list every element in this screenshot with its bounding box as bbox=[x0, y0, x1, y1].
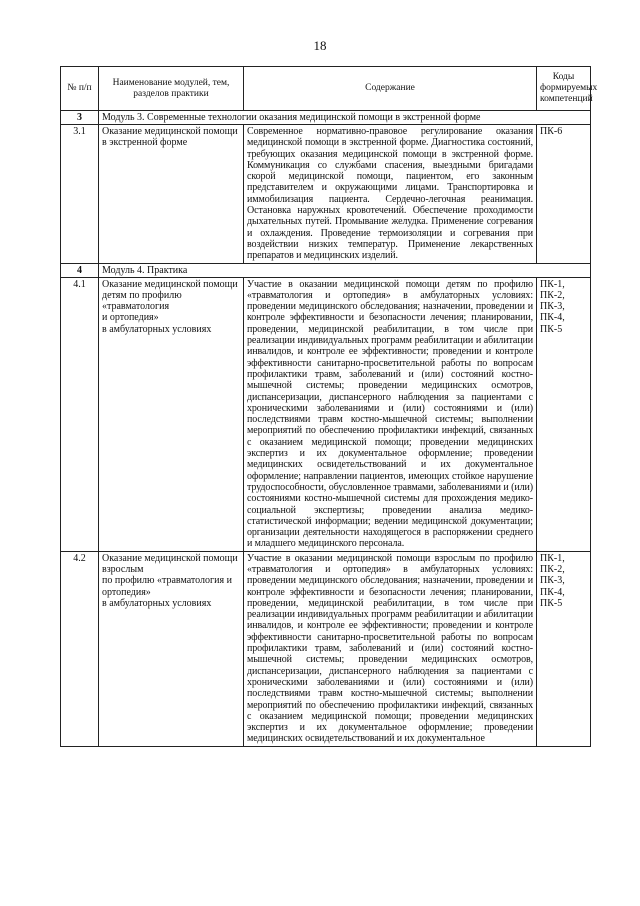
row-4-2-codes: ПК-1, ПК-2, ПК-3, ПК-4, ПК-5 bbox=[537, 551, 591, 746]
header-num: № п/п bbox=[61, 67, 99, 111]
table-row bbox=[61, 551, 591, 746]
row-4-2-name-text: Оказание медицинской помощи взрослым по профилю «травматология и ортопедия» в амбулаторных условиях bbox=[102, 552, 238, 609]
row-3-1-name bbox=[99, 125, 244, 264]
page-number: 18 bbox=[313, 38, 327, 53]
row-4-1-codes: ПК-1, ПК-2, ПК-3, ПК-4, ПК-5 bbox=[537, 277, 591, 551]
table-row bbox=[61, 277, 591, 551]
row-4-1-name bbox=[99, 277, 244, 551]
module-3-title: Модуль 3. Современные технологии оказания медицинской помощи в экстренной форме bbox=[99, 111, 591, 125]
row-4-2-content: Участие в оказании медицинской помощи взрослым по профилю «травматология и ортопедия» в амбулаторных условиях: проведении медицинского обследования; назначении, проведении и контроле эффективности и безопасности лечения; планировании, проведении, медицинской реабилитации, в том числе при реализации индивидуальных программ реабилитации и абилитации инвалидов, и контроле ее эффективности; проведении и контроле эффективности санитарно-просветительной работы по вопросам профилактики травм, заболеваний и (или) состояний костно-мышечной системы; проведении медицинских осмотров, диспансеризации, диспансерного наблюдения за пациентами с хроническими заболеваниями и (или) состояниями и (или) последствиями травм костно-мышечной системы; выполнении мероприятий по обеспечению профилактики инфекций, связанных с оказанием медицинской помощи; проведении медицинских экспертиз и их документальное оформление; проведении медицинских освидетельствований и их документальное bbox=[244, 551, 537, 746]
module-4-row bbox=[61, 263, 591, 277]
row-4-1-num: 4.1 bbox=[61, 277, 99, 551]
module-4-title: Модуль 4. Практика bbox=[99, 263, 591, 277]
row-3-1-codes: ПК-6 bbox=[537, 125, 591, 264]
table-row bbox=[61, 125, 591, 264]
row-3-1-num: 3.1 bbox=[61, 125, 99, 264]
module-4-num: 4 bbox=[61, 263, 99, 277]
module-3-num: 3 bbox=[61, 111, 99, 125]
row-4-1-name-text: Оказание медицинской помощи детям по профилю «травматология и ортопедия» в амбулаторных условиях bbox=[102, 278, 238, 335]
header-name: Наименование модулей, тем, разделов практики bbox=[99, 67, 244, 111]
module-3-row bbox=[61, 111, 591, 125]
table-header-row bbox=[61, 67, 591, 111]
header-content: Содержание bbox=[244, 67, 537, 111]
row-3-1-content: Современное нормативно-правовое регулирование оказания медицинской помощи в экстренной форме. Диагностика состояний, требующих оказания медицинской помощи в экстренной форме. Коммуникация со службами спасения, выездными бригадами скорой медицинской помощи, пациентом, его законным представителем и окружающими лицами. Транспортировка и иммобилизация пациента. Сердечно-легочная реанимация. Остановка наружных кровотечений. Обеспечение проходимости дыхательных путей. Промывание желудка. Применение согревания и охлаждения. Проведение термоизоляции и согревания при воздействии низких температур. Применение лекарственных препаратов и медицинских изделий. bbox=[244, 125, 537, 264]
row-4-2-name bbox=[99, 551, 244, 746]
program-table bbox=[60, 66, 598, 747]
row-4-1-content: Участие в оказании медицинской помощи детям по профилю «травматология и ортопедия» в амбулаторных условиях: проведении медицинского обследования; назначении, проведении и контроле эффективности и безопасности лечения; планировании, проведении, медицинской реабилитации, в том числе при реализации индивидуальных программ реабилитации и абилитации инвалидов, и контроле ее эффективности; проведении и контроле эффективности санитарно-просветительной работы по вопросам профилактики травм, заболеваний и (или) состояний костно-мышечной системы; проведении медицинских осмотров, диспансеризации, диспансерного наблюдения за пациентами с хроническими заболеваниями и (или) состояниями и (или) последствиями травм костно-мышечной системы; выполнении мероприятий по обеспечению профилактики инфекций, связанных с оказанием медицинской помощи; проведении медицинских экспертиз и их документальное оформление; проведении медицинских освидетельствований и их документальное оформление; направлении пациентов, имеющих стойкое нарушение трудоспособности, обусловленное травмами, заболеваниями и (или) состояниями костно-мышечной системы для прохождения медико-социальной экспертизы; проведении анализа медико-статистической информации; ведении медицинской документации; организации деятельности находящегося в распоряжении среднего и младшего медицинского персонала. bbox=[244, 277, 537, 551]
row-3-1-name-text: Оказание медицинской помощи в экстренной форме bbox=[102, 126, 238, 149]
header-codes: Коды формируемых компетенций bbox=[537, 67, 591, 111]
row-4-2-num: 4.2 bbox=[61, 551, 99, 746]
